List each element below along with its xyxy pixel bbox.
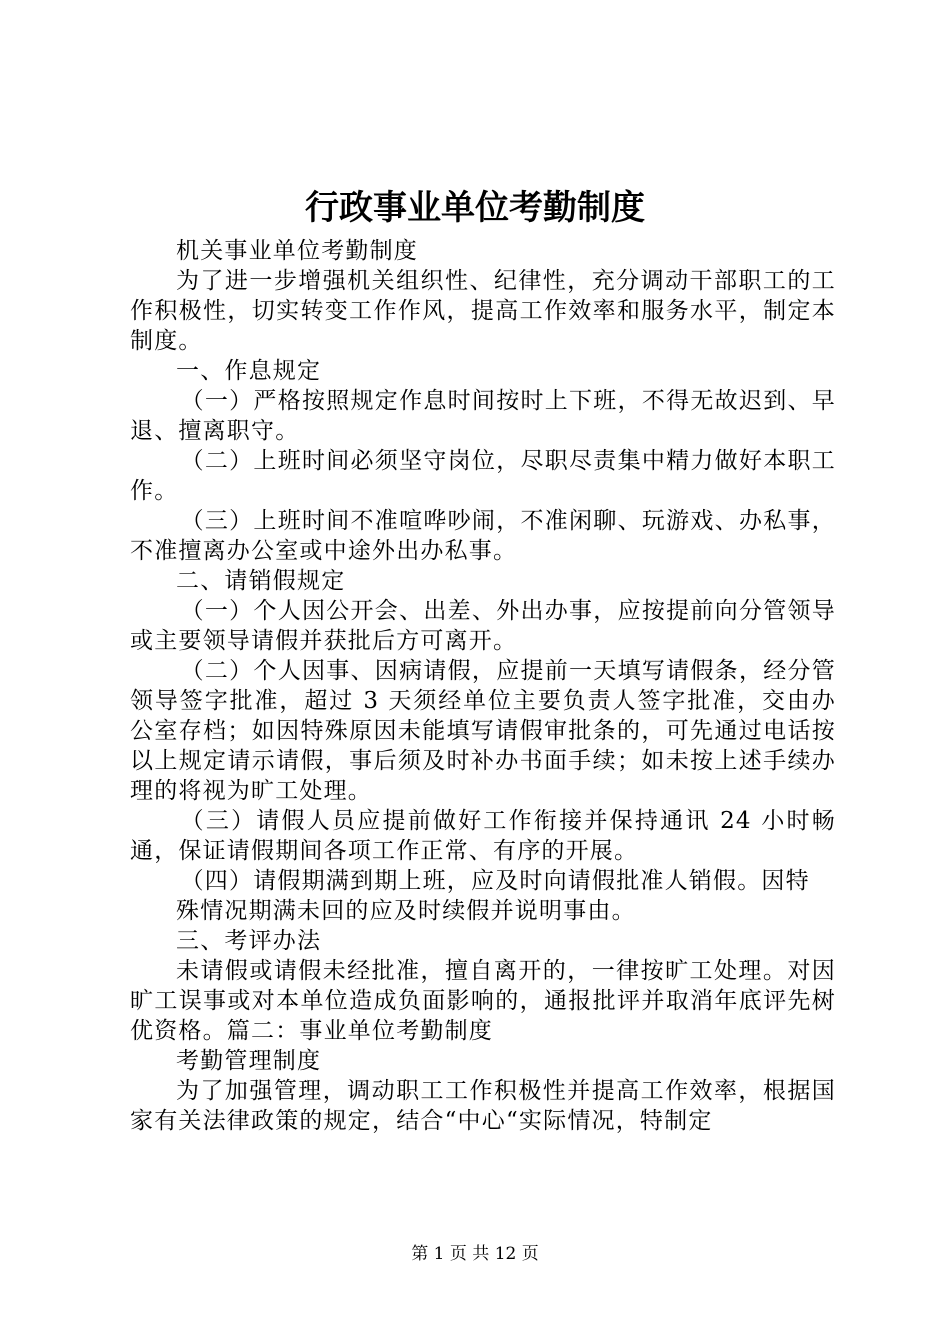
- paragraph: （三）上班时间不准喧哗吵闹，不准闲聊、玩游戏、办私事，不准擅离办公室或中途外出办私事。: [130, 508, 836, 564]
- paragraph: 殊情况期满未回的应及时续假并说明事由。: [176, 898, 636, 924]
- paragraph: 为了进一步增强机关组织性、纪律性，充分调动干部职工的工作积极性，切实转变工作作风，提高工作效率和服务水平，制定本制度。: [130, 268, 836, 354]
- paragraph: （二）个人因事、因病请假，应提前一天填写请假条，经分管领导签字批准，超过 3 天须经单位主要负责人签字批准，交由办公室存档；如因特殊原因未能填写请假审批条的，可先通过电话按以上规定请示请假，事后须及时补办书面手续；如未按上述手续办理的将视为旷工处理。: [130, 658, 836, 804]
- section-heading: 考勤管理制度: [176, 1048, 322, 1074]
- section-heading: 一、作息规定: [176, 358, 322, 384]
- paragraph: 机关事业单位考勤制度: [176, 238, 418, 264]
- section-heading: 三、考评办法: [176, 928, 322, 954]
- page-number-footer: 第 1 页 共 12 页: [411, 1244, 539, 1264]
- paragraph: （二）上班时间必须坚守岗位，尽职尽责集中精力做好本职工作。: [130, 448, 836, 504]
- paragraph: （三）请假人员应提前做好工作衔接并保持通讯 24 小时畅通，保证请假期间各项工作正常、有序的开展。: [130, 808, 836, 864]
- document-title: 行政事业单位考勤制度: [305, 188, 645, 228]
- document-body: [130, 236, 836, 1136]
- paragraph: 为了加强管理，调动职工工作积极性并提高工作效率，根据国家有关法律政策的规定，结合“中心“实际情况，特制定: [130, 1078, 836, 1134]
- paragraph: 未请假或请假未经批准，擅自离开的，一律按旷工处理。对因旷工误事或对本单位造成负面影响的，通报批评并取消年底评先树优资格。篇二：事业单位考勤制度: [130, 958, 836, 1044]
- paragraph: （一）严格按照规定作息时间按时上下班，不得无故迟到、早退、擅离职守。: [130, 388, 836, 444]
- section-heading: 二、请销假规定: [176, 568, 346, 594]
- paragraph: （一）个人因公开会、出差、外出办事，应按提前向分管领导或主要领导请假并获批后方可离开。: [130, 598, 836, 654]
- paragraph: （四）请假期满到期上班，应及时向请假批准人销假。因特: [180, 868, 810, 894]
